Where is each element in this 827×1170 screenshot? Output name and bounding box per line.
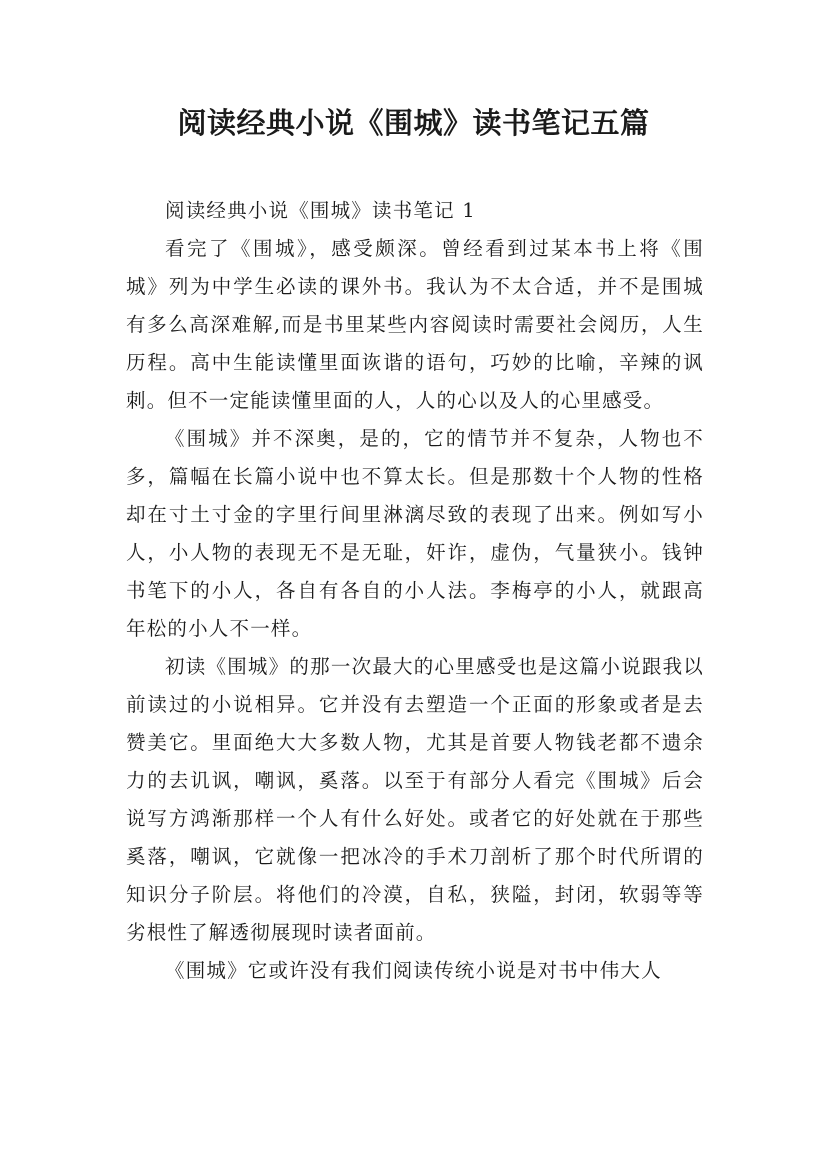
paragraph-1: 看完了《围城》，感受颇深。曾经看到过某本书上将《围城》列为中学生必读的课外书。我认为不太合适，并不是围城有多么高深难解,而是书里某些内容阅读时需要社会阅历，人生历程。高中生能读懂里面诙谐的语句，巧妙的比喻，辛辣的讽刺。但不一定能读懂里面的人，人的心以及人的心里感受。 — [126, 237, 704, 412]
paragraph-2: 《围城》并不深奥，是的，它的情节并不复杂，人物也不多，篇幅在长篇小说中也不算太长。但是那数十个人物的性格却在寸土寸金的字里行间里淋漓尽致的表现了出来。例如写小人，小人物的表现无不是无耻，奸诈，虚伪，气量狭小。钱钟书笔下的小人，各自有各自的小人法。李梅亭的小人，就跟高年松的小人不一样。 — [126, 427, 704, 640]
document-title: 阅读经典小说《围城》读书笔记五篇 — [177, 106, 650, 140]
document-body — [126, 192, 704, 990]
section-heading: 阅读经典小说《围城》读书笔记 1 — [165, 199, 476, 222]
paragraph-3: 初读《围城》的那一次最大的心里感受也是这篇小说跟我以前读过的小说相异。它并没有去塑造一个正面的形象或者是去赞美它。里面绝大大多数人物，尤其是首要人物钱老都不遗余力的去讥讽，嘲讽，奚落。以至于有部分人看完《围城》后会说写方鸿渐那样一个人有什么好处。或者它的好处就在于那些奚落，嘲讽，它就像一把冰冷的手术刀剖析了那个时代所谓的知识分子阶层。将他们的冷漠，自私，狭隘，封闭，软弱等等劣根性了解透彻展现时读者面前。 — [126, 655, 704, 944]
paragraph-4: 《围城》它或许没有我们阅读传统小说是对书中伟大人 — [165, 959, 662, 982]
